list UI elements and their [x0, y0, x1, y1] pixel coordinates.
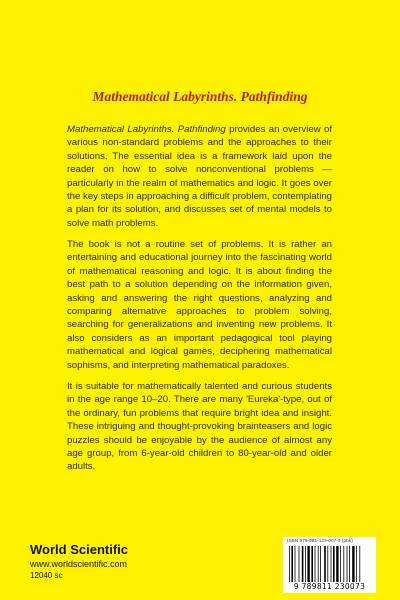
title-reference: Mathematical Labyrinths. Pathfinding [67, 124, 226, 135]
publisher-url: www.worldscientific.com [30, 559, 128, 569]
book-title: Mathematical Labyrinths. Pathfinding [92, 89, 308, 104]
paragraph-1-text: provides an overview of various non-standard problems and the approaches to their solutions. The essential idea is a framework laid upon the reader on how to solve nonconventional problems — particularly in the realm of mathematics and logic. It goes over the key steps in approaching a difficult problem, contemplating a plan for its solution, and discusses set of mental models to solve math problems. [67, 124, 332, 229]
description-paragraph-1 [67, 123, 332, 230]
description-paragraph-3: It is suitable for mathematically talented and curious students in the age range 10–20. There are many 'Eureka'-type, out of the ordinary, fun problems that require bright idea and insight. These intriguing and thought-provoking brainteasers and logic puzzles should be enjoyable by the audience of almost any age group, from 6-year-old children to 80-year-old and older adults. [67, 381, 332, 473]
isbn-label: ISBN 978-981-123-007-3 (pbk) [287, 539, 353, 544]
barcode [283, 537, 376, 593]
barcode-digits: 9 789811 230073 [293, 582, 366, 591]
description-paragraph-2: The book is not a routine set of problems. It is rather an entertaining and educational journey into the fascinating world of mathematical reasoning and logic. It is about finding the best path to a solution depending on the information given, asking and answering the right questions, analyzing and comparing alternative approaches to problem solving, searching for generalizations and inventing new problems. It also considers as an important pedagogical tool playing mathematical and logical games, deciphering mathematical sophisms, and interpreting mathematical paradoxes. [67, 239, 332, 371]
publisher-name: World Scientific [30, 542, 128, 557]
barcode-bars [287, 546, 372, 582]
product-code: 12040 sc [30, 571, 63, 580]
